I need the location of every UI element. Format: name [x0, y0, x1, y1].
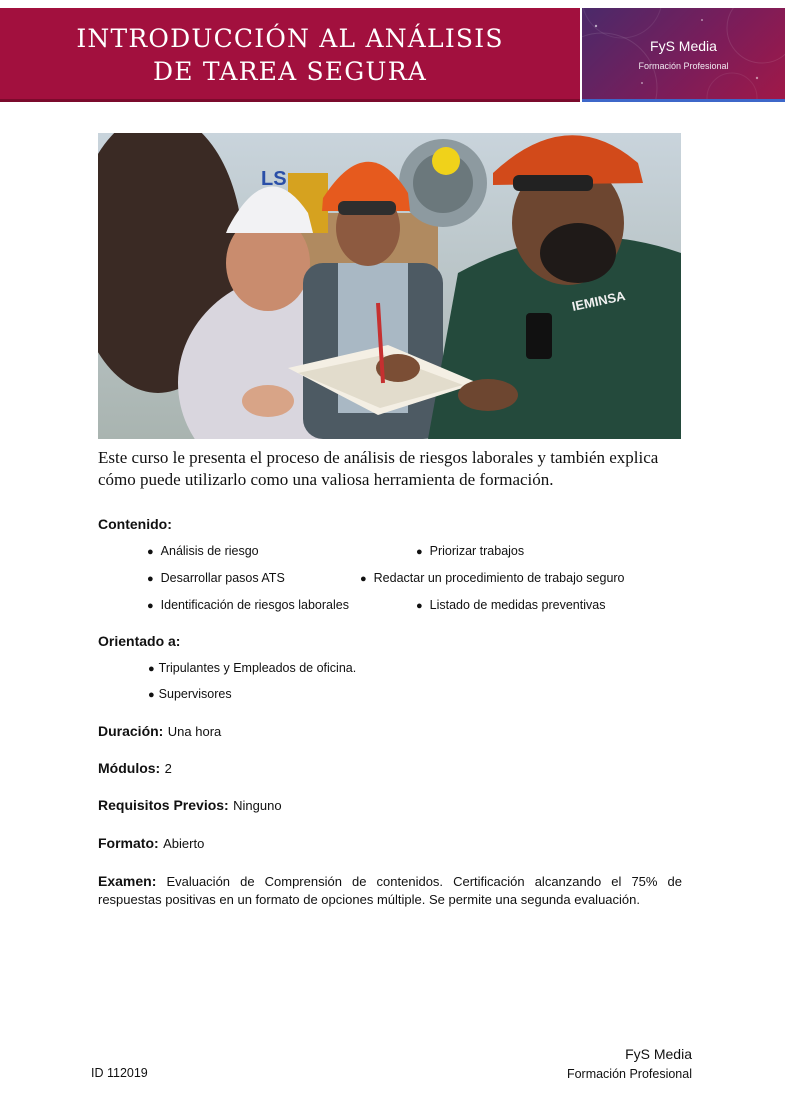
- list-item: [148, 687, 232, 701]
- title-banner: [0, 8, 580, 102]
- examen-paragraph: [98, 872, 682, 909]
- list-item-label: Listado de medidas preventivas: [429, 598, 606, 612]
- modulos-value: 2: [164, 761, 172, 776]
- list-item: [148, 661, 356, 675]
- bullet-icon: ●: [147, 600, 154, 612]
- formato-row: [98, 835, 204, 853]
- course-description: Este curso le presenta el proceso de análisis de riesgos laborales y también explica cómo puede utilizarlo como una valiosa herramienta de formación.: [98, 448, 659, 489]
- requisitos-label: Requisitos Previos:: [98, 797, 229, 813]
- orientado-label: Orientado a:: [98, 633, 181, 649]
- bullet-icon: ●: [148, 663, 155, 675]
- duracion-value: Una hora: [167, 724, 222, 739]
- modulos-row: [98, 760, 172, 778]
- bullet-icon: ●: [416, 600, 423, 612]
- list-item-label: Análisis de riesgo: [160, 544, 259, 558]
- formato-label: Formato:: [98, 835, 159, 851]
- course-title-line1: INTRODUCCIÓN AL ANÁLISIS: [76, 24, 504, 53]
- bullet-icon: ●: [147, 546, 154, 558]
- brand-panel-decoration: [582, 8, 785, 102]
- examen-value: Evaluación de Comprensión de contenidos. Certificación alcanzando el 75% de respuestas positivas en un formato de opciones múltiple. Se permite una segunda evaluación.: [98, 874, 682, 907]
- list-item-label: Redactar un procedimiento de trabajo seguro: [373, 571, 625, 585]
- brand-name: FyS Media: [650, 38, 717, 54]
- list-item: [147, 598, 349, 612]
- list-item-label: Priorizar trabajos: [429, 544, 525, 558]
- formato-value: Abierto: [163, 836, 205, 851]
- duracion-label: Duración:: [98, 723, 164, 739]
- workers-photo: [98, 133, 681, 439]
- list-item-label: Identificación de riesgos laborales: [160, 598, 349, 612]
- list-item: [147, 544, 259, 558]
- brand-tagline: Formación Profesional: [638, 61, 729, 71]
- requisitos-row: [98, 797, 282, 815]
- list-item: [416, 598, 605, 612]
- course-title: [0, 22, 580, 88]
- list-item: [360, 571, 625, 585]
- workers-illustration: [98, 133, 681, 439]
- page-header: [0, 8, 785, 102]
- list-item-label: Tripulantes y Empleados de oficina.: [158, 661, 357, 675]
- duracion-row: [98, 723, 221, 741]
- brand-panel: [582, 8, 785, 102]
- svg-text:IEMINSA: IEMINSA: [570, 287, 627, 314]
- contenido-label: Contenido:: [98, 516, 172, 532]
- course-title-line2: DE TAREA SEGURA: [153, 57, 427, 86]
- bullet-icon: ●: [360, 573, 367, 585]
- svg-text:LS: LS: [261, 168, 287, 190]
- bullet-icon: ●: [148, 689, 155, 701]
- footer-brand-tagline: Formación Profesional: [566, 1067, 692, 1081]
- list-item: [416, 544, 524, 558]
- helmet-logo: [261, 168, 287, 190]
- footer-brand: [567, 1045, 692, 1085]
- list-item-label: Desarrollar pasos ATS: [160, 571, 285, 585]
- examen-label: Examen:: [98, 873, 157, 889]
- modulos-label: Módulos:: [98, 760, 161, 776]
- list-item-label: Supervisores: [158, 687, 232, 701]
- footer-brand-name: FyS Media: [625, 1046, 692, 1062]
- requisitos-value: Ninguno: [233, 798, 282, 813]
- bullet-icon: ●: [416, 546, 423, 558]
- bullet-icon: ●: [147, 573, 154, 585]
- document-id: ID 112019: [91, 1066, 148, 1080]
- list-item: [147, 571, 285, 585]
